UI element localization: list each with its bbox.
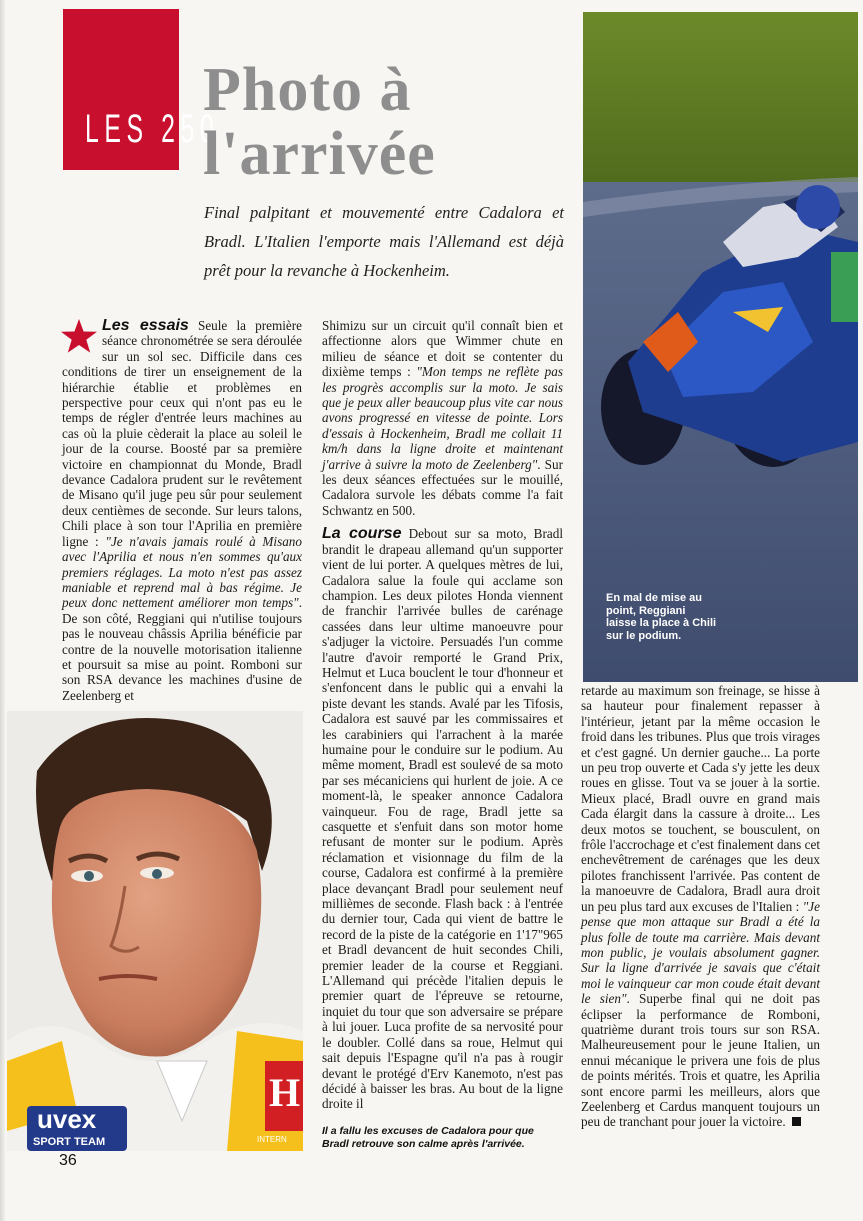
sponsor-team-label: SPORT TEAM	[33, 1136, 106, 1148]
col1-quote-chili: "Je n'avais jamais roulé à Misano avec l'Aprilia et nous n'en sommes qu'aux premiers réglages. La moto n'est pas assez maniable et reprend mal à bas régime. Je peux donc nettement améliorer mon temps"	[62, 533, 302, 611]
caption-portrait-photo: Il a fallu les excuses de Cadalora pour que Bradl retrouve son calme après l'arrivée.	[322, 1125, 534, 1150]
text-column-2	[322, 318, 563, 1112]
article-standfirst: Final palpitant et mouvementé entre Cadalora et Bradl. L'Italien l'emporte mais l'Allemand est déjà prêt pour la revanche à Hockenheim.	[204, 203, 564, 280]
portrait-illustration	[7, 711, 303, 1151]
sponsor-intern-label: INTERN	[257, 1135, 287, 1144]
photo-rider-portrait	[7, 711, 303, 1151]
sponsor-uvex-logo: uvex	[37, 1104, 97, 1134]
title-line-2: l'arrivée	[203, 120, 436, 188]
text-column-3	[581, 683, 820, 1130]
section-lead-essais: Les essais	[102, 317, 189, 334]
rubrique-label: LES 250	[85, 107, 220, 151]
sponsor-h-logo: H	[269, 1070, 301, 1115]
motorcycle-photo-illustration	[583, 12, 858, 682]
photo-motorcycle-racer	[583, 12, 858, 682]
section-lead-course: La course	[322, 525, 402, 543]
col3-quote-cadalora: "Je pense que mon attaque sur Bradl a été la plus folle de toute ma carrière. Mais devant mon public, je voulais absolument gagner. Sur la ligne d'arrivée je savais que c'était moi le vainqueur car mon coude était devant le sien"	[581, 898, 820, 1007]
col2-quote-wimmer: "Mon temps ne reflète pas les progrès accomplis sur la moto. Je sais que je peux aller beaucoup plus vite car nous avons progressé en vitesse de pointe. Lors d'essais à Hockenheim, Bradl me collait 11 km/h dans la ligne droite et maintenant j'arrive à suivre la moto de Zeelenberg"	[322, 364, 563, 472]
col1-paragraph-1: Seule la première séance chronométrée se sera déroulée sur un sol sec. Difficile dans ces conditions de tirer un enseignement de la hiérarchie établie et problèmes en perspective pour ceux qui n'ont pas eu le temps de régler d'entrée leurs machines au cas où la pluie cèderait la place au soleil le jour de la course. Boosté par sa première victoire en championnat du Monde, Bradl devance Cadalora prudent sur le revêtement de Misano qu'il juge peu sûr pour seulement deux centièmes de seconde. Sur leurs talons, Chili place à son tour l'Aprilia en première ligne :	[62, 318, 302, 549]
star-icon	[60, 318, 98, 354]
text-column-1	[62, 318, 302, 703]
col3-paragraph-1: retarde au maximum son freinage, se hisse à sa hauteur pour finalement repasser à l'intérieur, jetant par la même occasion le froid dans les tribunes. Plus que trois virages et c'est gagné. Un dernier gauche... La porte un peu trop ouverte et Cada s'y jette les deux roues en glisse. Tout va se jouer à la sortie. Mieux placé, Bradl ouvre en grand mais Cada élargit dans la cassure à droite... Les deux motos se touchent, se bousculent, on frôle l'accrochage et c'est finalement dans cet enchevêtrement de carénages que les deux pilotes franchissent l'arrivée. Pas content de la manoeuvre de Cadalora, Bradl aura droit un peu plus tard aux excuses de l'Italien :	[581, 683, 820, 914]
col1-paragraph-2: . De son côté, Reggiani qui n'utilise toujours pas le nouveau châssis Aprilia bénéficie par contre de la nouvelle motorisation italienne et poursuit sa mise au point. Romboni sur son RSA devance les machines d'usine de Zeelenberg et	[62, 595, 302, 703]
col3-paragraph-2: . Superbe final qui ne doit pas éclipser la performance de Romboni, quatrième durant trois tours sur son RSA. Malheureusement pour le jeune Italien, un ennui mécanique le privera une fois de plus de points mérités. Trois et quatre, les Aprilia sont encore parmi les meilleurs, alors que Zeelenberg et Cardus manquent toujours un peu de tranchant pour jouer la victoire.	[581, 991, 820, 1130]
col2-paragraph-3: Debout sur sa moto, Bradl brandit le drapeau allemand qu'un supporter vient de lui porter. A quelques mètres de lui, Cadalora salue la foule qui acclame son champion. Les deux pilotes Honda viennent de franchir l'arrivée bulles de carénage cassées dans leur ultime manoeuvre pour s'adjuger la victoire. Persuadés l'un comme l'autre d'avoir remporté le Grand Prix, Helmut et Luca bouclent le tour d'honneur et s'enfoncent dans le public qui a envahi la piste devant les stands. Avalé par les Tifosis, Cadalora est sauvé par les commissaires et les carabiniers qui l'arrachent à la marée humaine pour le conduire sur le podium. Au même moment, Bradl est soulevé de sa moto par ses mécaniciens qui hurlent de joie. A ce moment-là, le speaker annonce Cadalora vainqueur. Fou de rage, Bradl jette sa casquette et s'enfuit dans son motor home refusant de monter sur le podium. Après réclamation et visionnage du film de la course, Cadalora est confirmé à la première place devançant Bradl pour seulement neuf millièmes de seconde. Flash back : à l'entrée du dernier tour, Cada qui vient de battre le record de la piste de la catégorie en 1'17"965 et Bradl devancent de huit secondes Chili, premier leader de la course et Reggiani. L'Allemand qui précède l'italien depuis le premier quart de l'épreuve se retourne, inquiet du tour que son adversaire se prépare à lui jouer. Luca profite de sa nervosité pour le doubler. Collé dans sa roue, Helmut qui sait depuis l'Espagne qu'il n'a pas à rougir devant le protégé d'Erv Kanemoto, n'est pas décidé à baisser les bras. Au bout de la ligne droite il	[322, 526, 563, 1112]
end-of-article-mark	[792, 1117, 801, 1126]
page-spine-shadow	[0, 0, 5, 1221]
col2-paragraph-1: Shimizu sur un circuit qu'il connaît bien et affectionne alors que Wimmer chute en milieu de séance et doit se contenter du dixième temps :	[322, 318, 563, 380]
col2-paragraph-2: . Sur les deux séances effectuées sur le mouillé, Cadalora survole les débats comme l'a fait Schwantz en 500.	[322, 456, 563, 518]
caption-motorcycle-photo: En mal de mise au point, Reggiani laisse la place à Chili sur le podium.	[606, 592, 717, 642]
article-title	[203, 58, 583, 186]
title-line-1: Photo à	[203, 56, 412, 124]
page-number: 36	[59, 1152, 77, 1169]
